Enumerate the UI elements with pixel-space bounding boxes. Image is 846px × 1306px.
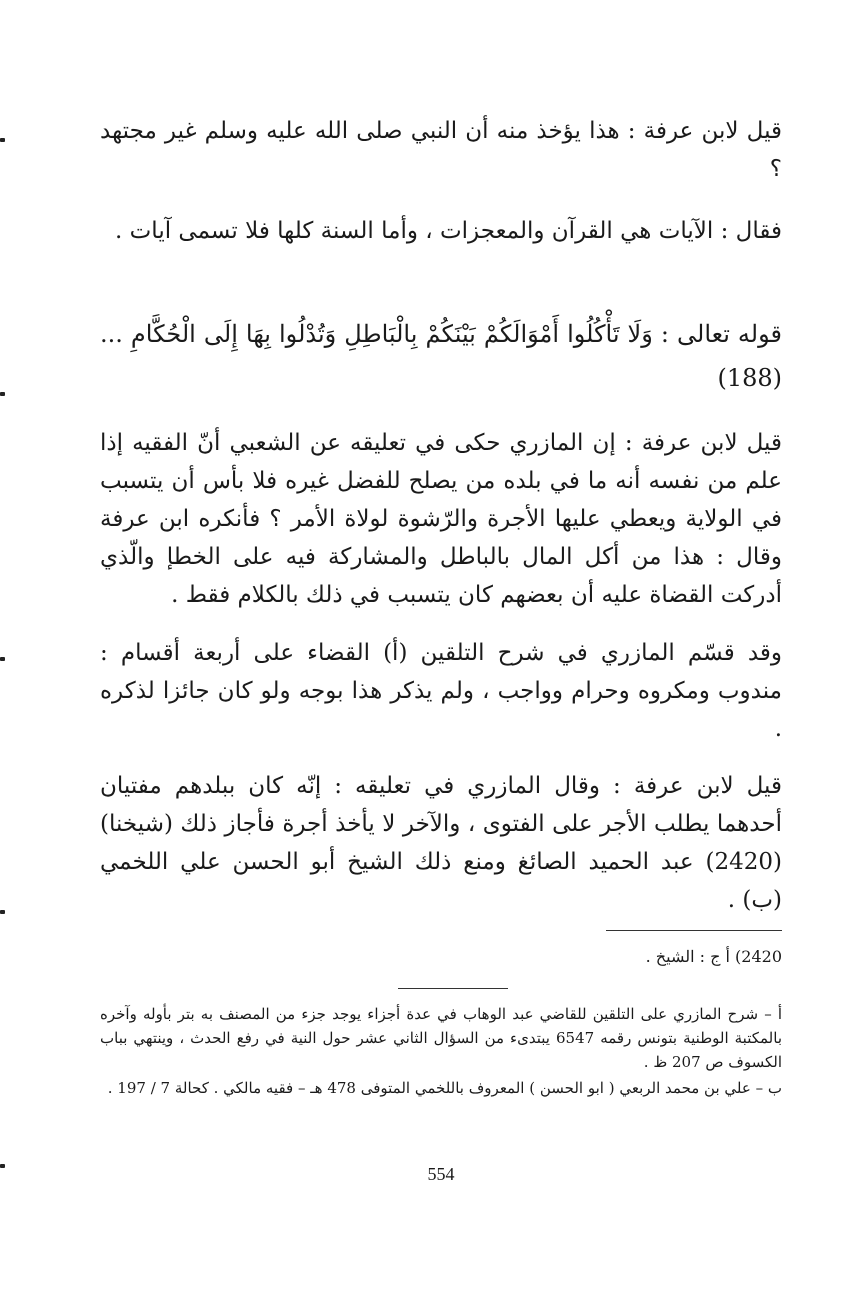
paragraph-6: قيل لابن عرفة : وقال المازري في تعليقه : إنّه كان ببلدهم مفتيان أحدهما يطلب الأجر على الفتوى ، والآخر لا يأخذ أجرة فأجاز ذلك (شيخنا) (2420) عبد الحميد الصائغ ومنع ذلك الشيخ أبو الحسن علي اللخمي (ب) . — [100, 773, 782, 913]
footnote-a: أ – شرح المازري على التلقين للقاضي عبد الوهاب في عدة أجزاء يوجد جزء من المصنف به بتر بأوله وآخره بالمكتبة الوطنية بتونس رقمه 6547 يبتدىء من السؤال الثاني عشر حول النية في رفع الحدث ، وينتهي بباب الكسوف ص 207 ظ . — [100, 1005, 782, 1071]
footnotes — [100, 1002, 782, 1102]
page-number: 554 — [427, 1164, 455, 1184]
paragraph-1: قيل لابن عرفة : هذا يؤخذ منه أن النبي صلى الله عليه وسلم غير مجتهد ؟ — [100, 118, 782, 182]
margin-mark — [0, 910, 5, 914]
variant-divider — [606, 930, 782, 931]
variant-note: 2420) أ ج : الشيخ . — [645, 947, 782, 966]
paragraph-5: وقد قسّم المازري في شرح التلقين (أ) القضاء على أربعة أقسام : مندوب ومكروه وحرام وواجب ، ولم يذكر هذا بوجه ولو كان جائزا لذكره . — [100, 640, 782, 742]
margin-mark — [0, 657, 5, 661]
paragraph-4: قيل لابن عرفة : إن المازري حكى في تعليقه عن الشعبي أنّ الفقيه إذا علم من نفسه أنه ما في بلده من يصلح للفضل غيره فلا بأس أن يتسبب في الولاية ويعطي عليها الأجرة والرّشوة لولاة الأمر ؟ فأنكره ابن عرفة وقال : هذا من أكل المال بالباطل والمشاركة فيه على الخطإ والّذي أدركت القضاة عليه أن بعضهم كان يتسبب في ذلك بالكلام فقط . — [100, 430, 782, 608]
footnote-divider — [398, 988, 508, 989]
margin-mark — [0, 392, 5, 396]
footnote-b: ب – علي بن محمد الربعي ( ابو الحسن ) المعروف باللخمي المتوفى 478 هـ – فقيه مالكي . كحالة 7 / 197 . — [107, 1079, 782, 1097]
margin-mark — [0, 138, 5, 142]
quranic-verse: قوله تعالى : وَلَا تَأْكُلُوا أَمْوَالَكُمْ بَيْنَكُمْ بِالْبَاطِلِ وَتُدْلُوا بِهَا إِلَى الْحُكَّامِ ... (188) — [100, 320, 782, 392]
margin-mark — [0, 1164, 5, 1168]
paragraph-2: فقال : الآيات هي القرآن والمعجزات ، وأما السنة كلها فلا تسمى آيات . — [115, 218, 782, 244]
